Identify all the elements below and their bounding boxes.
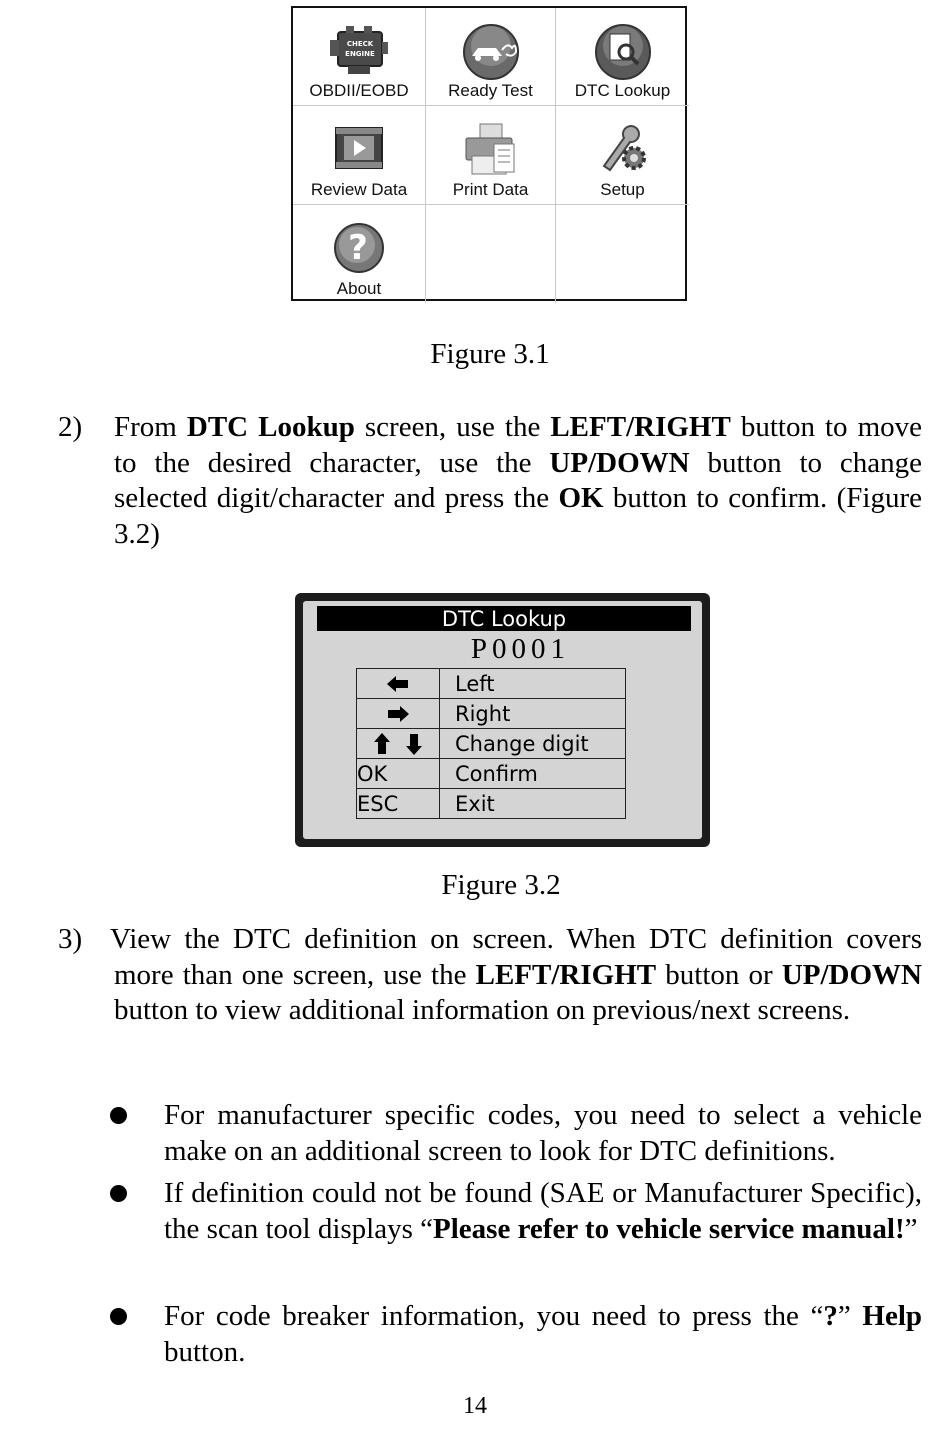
svg-text:?: ? [348,228,368,268]
menu-item-about[interactable] [293,205,426,303]
table-row [357,669,626,699]
menu-item-label: Print Data [452,180,529,199]
menu-item-label: DTC Lookup [574,81,671,100]
document-search-icon [590,20,656,82]
right-arrow-icon [387,705,409,723]
key-action: Left [440,669,626,699]
menu-item-review-data[interactable] [293,106,426,205]
table-row [357,729,626,759]
figure-caption: Figure 3.2 [441,869,561,901]
car-exhaust-icon [458,20,524,82]
key-action: Confirm [440,759,626,789]
step-number: 2) [58,411,83,443]
bullet-icon [110,1185,127,1202]
menu-empty-cell [556,205,689,303]
up-down-arrows-icon [357,733,439,755]
table-row [357,789,626,819]
menu-item-label: Review Data [310,180,408,199]
menu-empty-cell [426,205,556,303]
main-menu-grid [291,6,687,301]
menu-item-dtc-lookup[interactable] [556,8,689,106]
page-number: 14 [463,1393,487,1419]
dtc-code-display: P0001 [470,633,571,665]
left-arrow-icon [387,675,409,693]
device-display [303,601,702,839]
table-row [357,759,626,789]
menu-item-label: About [336,279,382,298]
bullet-icon [110,1107,127,1124]
film-play-icon [326,118,392,180]
menu-item-obdii-eobd[interactable] [293,8,426,106]
menu-item-print-data[interactable] [426,106,556,205]
dtc-lookup-screen [295,593,710,847]
key-label: OK [357,759,440,789]
bullet-icon [110,1308,127,1325]
menu-item-label: Setup [600,180,645,199]
menu-item-label: OBDII/EOBD [309,81,409,100]
svg-text:CHECK: CHECK [346,40,374,48]
up-arrow-icon [373,733,391,755]
menu-item-label: Ready Test [448,81,533,100]
key-action: Right [440,699,626,729]
key-action: Change digit [440,729,626,759]
step-3-paragraph: 3) View the DTC definition on screen. When DTC definition covers more than one screen, use the LEFT/RIGHT button or UP/DOWN button to view additional information on previous/next screens. [58,923,922,1026]
screen-title: DTC Lookup [317,606,691,631]
table-row [357,699,626,729]
step-number: 3) [58,923,83,955]
wrench-gear-icon [590,118,656,180]
printer-icon [458,118,524,180]
menu-item-setup[interactable] [556,106,689,205]
key-legend-table [356,668,626,819]
svg-text:ENGINE: ENGINE [345,50,375,58]
down-arrow-icon [405,733,423,755]
help-question-icon [326,217,392,279]
key-action: Exit [440,789,626,819]
step-2-paragraph: 2) From DTC Lookup screen, use the LEFT/RIGHT button to move to the desired character, use the UP/DOWN button to change selected digit/character and press the OK button to confirm. (Figure 3.2) [58,411,923,550]
check-engine-icon [326,20,392,82]
menu-item-ready-test[interactable] [426,8,556,106]
key-label: ESC [357,789,440,819]
figure-caption: Figure 3.1 [430,338,550,370]
